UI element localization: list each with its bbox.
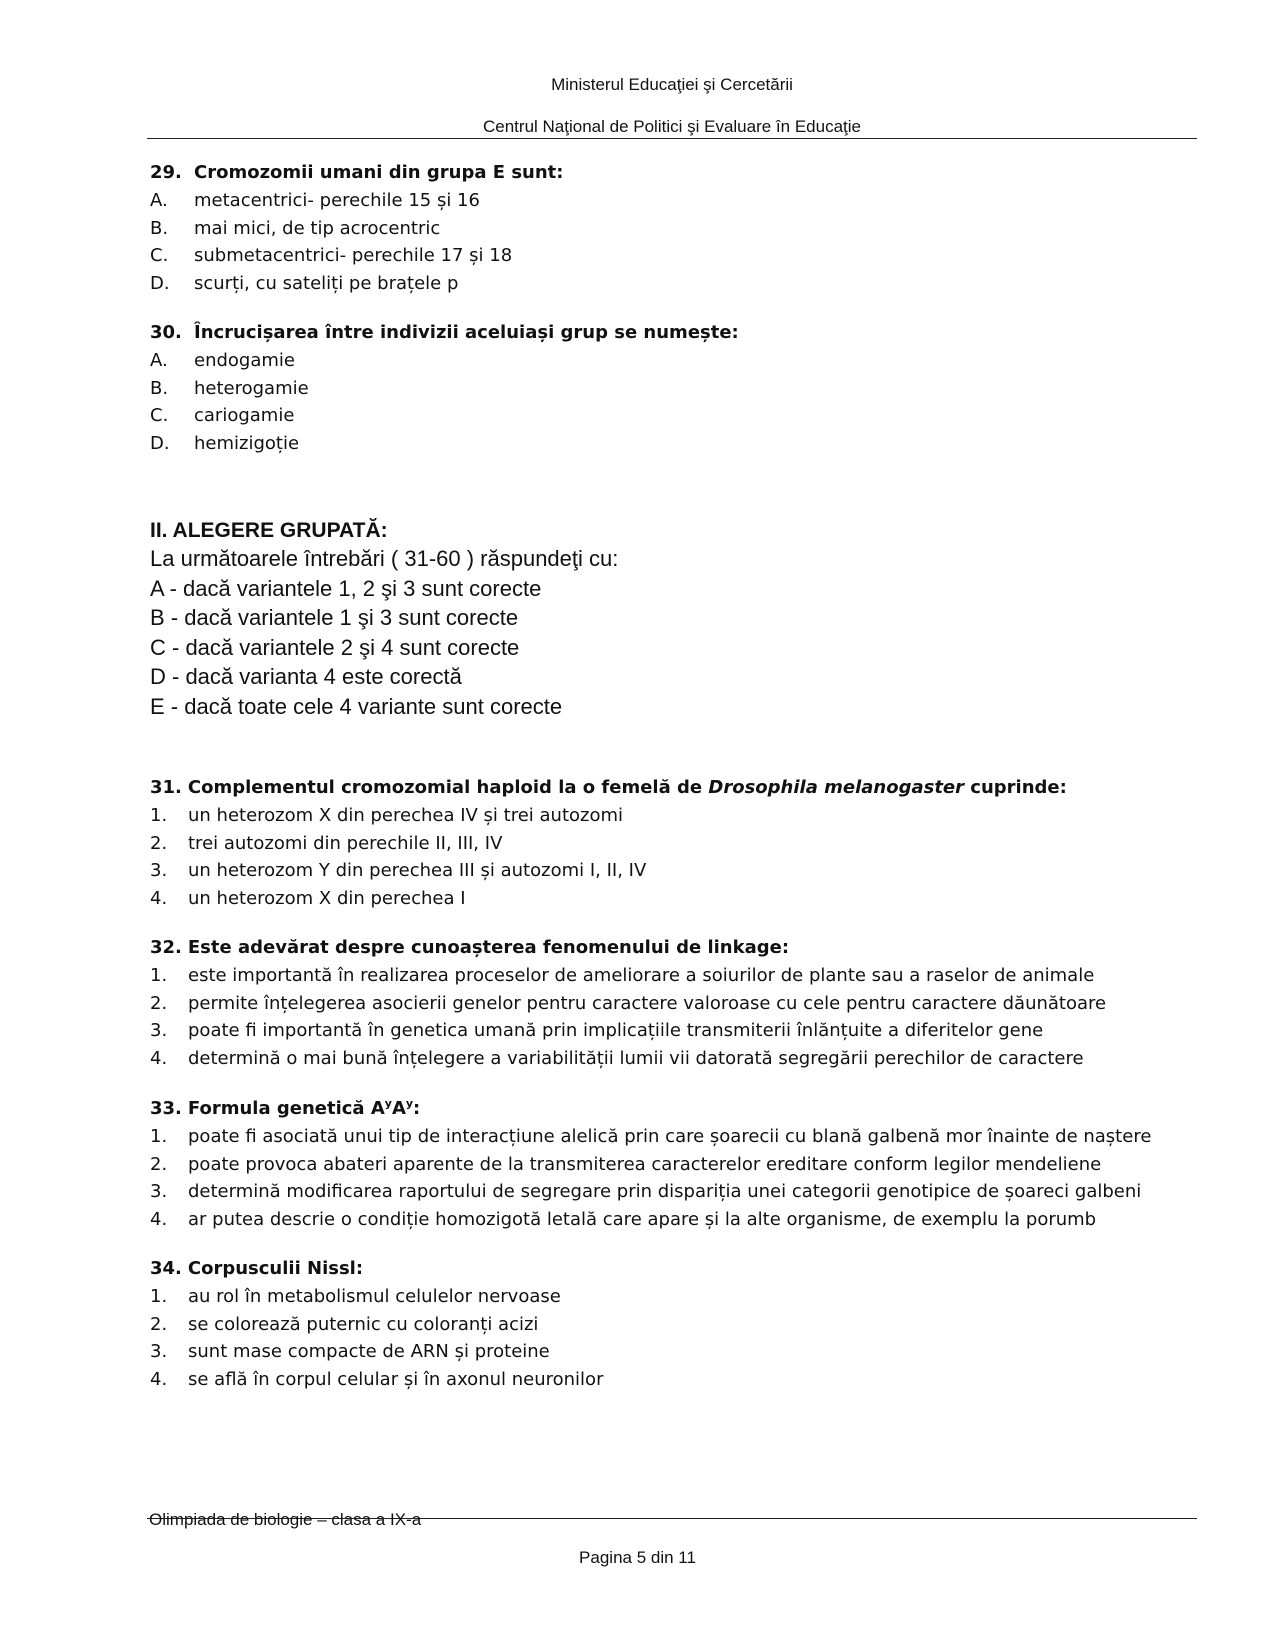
option-3: 3. poate fi importantă în genetica umană prin implicațiile transmiterii înlănțuite a diferitelor gene — [150, 1020, 1044, 1042]
question-31 — [150, 774, 1195, 913]
option-3: 3. un heterozom Y din perechea III și autozomi I, II, IV — [150, 860, 647, 882]
question-title — [150, 159, 1195, 187]
option-b: B. mai mici, de tip acrocentric — [150, 217, 441, 239]
question-number: 29. — [150, 162, 182, 183]
question-29 — [150, 159, 1195, 298]
option-2: 2. permite înțelegerea asocierii genelor pentru caractere valoroase cu cele pentru caractere dăunătoare — [150, 992, 1107, 1014]
question-title: 31. Complementul cromozomial haploid la o femelă de Drosophila melanogaster cuprinde: — [150, 777, 1067, 798]
option-4: 4. ar putea descrie o condiție homozigotă letală care apare și la alte organisme, de exemplu la porumb — [150, 1209, 1097, 1231]
question-text: Cromozomii umani din grupa E sunt: — [194, 162, 564, 183]
section-grouped-choice — [150, 518, 618, 721]
option-1: 1. un heterozom X din perechea IV și trei autozomi — [150, 805, 624, 826]
question-title: 34. Corpusculii Nissl: — [150, 1258, 364, 1279]
answer-rule: A - dacă variantele 1, 2 şi 3 sunt corecte — [150, 575, 542, 601]
footer-olympiad: Olimpiada de biologie – clasa a IX-a — [149, 1510, 422, 1529]
question-title: 33. Formula genetică $A^yA^y$: — [150, 1097, 421, 1119]
option-4: 4. un heterozom X din perechea I — [150, 888, 466, 910]
option-1: 1. au rol în metabolismul celulelor nervoase — [150, 1286, 561, 1307]
option-2: 2. se colorează puternic cu coloranți acizi — [150, 1313, 539, 1335]
option-3: 3. determină modificarea raportului de segregare prin dispariția unei categorii genotipice de șoareci galbeni — [150, 1181, 1142, 1203]
section-title: II. ALEGERE GRUPATĂ: — [150, 519, 388, 542]
option-c: C. submetacentrici- perechile 17 și 18 — [150, 245, 513, 267]
question-text: Încrucișarea între indivizii aceluiași grup se numește: — [194, 322, 739, 343]
option-d: D. hemizigoție — [150, 433, 300, 455]
option-2: 2. trei autozomi din perechile II, III, IV — [150, 832, 503, 854]
section-intro: La următoarele întrebări ( 31-60 ) răspundeţi cu: — [150, 546, 619, 571]
option-b: B. heterogamie — [150, 377, 309, 399]
answer-rule: B - dacă variantele 1 şi 3 sunt corecte — [150, 605, 519, 630]
question-33 — [150, 1095, 1195, 1234]
answer-rule: E - dacă toate cele 4 variante sunt corecte — [150, 693, 563, 719]
header-ministry: Ministerul Educaţiei şi Cercetării — [551, 75, 793, 94]
option-3: 3. sunt mase compacte de ARN și proteine — [150, 1341, 550, 1363]
question-title — [150, 319, 1195, 347]
answer-rule: D - dacă varianta 4 este corectă — [150, 664, 462, 689]
question-34 — [150, 1255, 1195, 1394]
option-2: 2. poate provoca abateri aparente de la transmiterea caracterelor ereditare conform legilor mendeliene — [150, 1153, 1102, 1175]
question-30 — [150, 319, 1195, 458]
option-4: 4. se află în corpul celular și în axonul neuronilor — [150, 1369, 604, 1391]
option-a: A. metacentrici- perechile 15 și 16 — [150, 190, 480, 211]
option-c: C. cariogamie — [150, 405, 295, 427]
question-32 — [150, 934, 1195, 1073]
page-number: Pagina 5 din 11 — [579, 1548, 696, 1567]
question-title: 32. Este adevărat despre cunoașterea fenomenului de linkage: — [150, 937, 790, 958]
question-number: 30. — [150, 322, 182, 343]
header-center: Centrul Naţional de Politici şi Evaluare în Educaţie — [483, 117, 861, 136]
answer-rule: C - dacă variantele 2 şi 4 sunt corecte — [150, 634, 520, 660]
option-1: 1. este importantă în realizarea proceselor de ameliorare a soiurilor de plante sau a raselor de animale — [150, 965, 1095, 986]
option-d: D. scurți, cu sateliți pe brațele p — [150, 273, 459, 295]
option-a: A. endogamie — [150, 350, 295, 371]
header-divider — [147, 138, 1197, 139]
species-name: Drosophila melanogaster — [708, 777, 965, 798]
option-4: 4. determină o mai bună înțelegere a variabilității lumii vii datorată segregării perechilor de caractere — [150, 1048, 1084, 1070]
option-1: 1. poate fi asociată unui tip de interacțiune alelică prin care șoarecii cu blană galbenă mor înainte de naștere — [150, 1126, 1152, 1147]
